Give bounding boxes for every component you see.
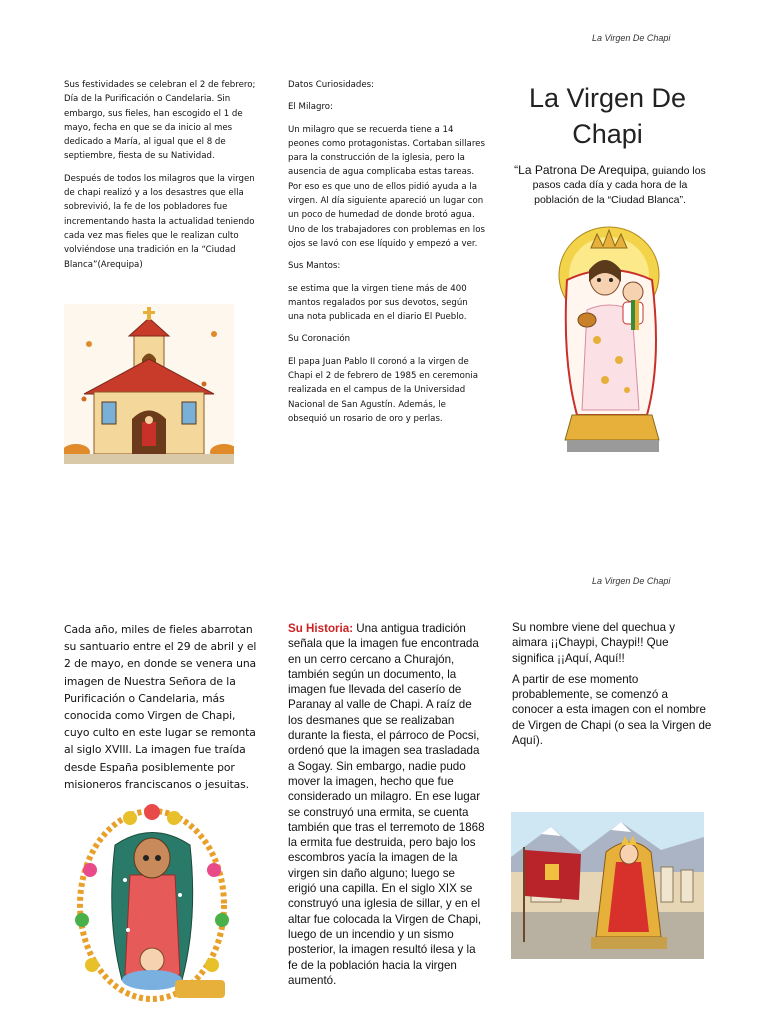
historia-label: Su Historia:: [288, 622, 354, 635]
subtitle-rest: , guiando los pasos cada día y cada hora de la población de la “Ciudad Blanca”.: [532, 165, 706, 206]
milagro-paragraph: Un milagro que se recuerda tiene a 14 peones como protagonistas. Cortaban sillares para la construcción de la iglesia, pero la ausencia de agua complicaba estas tareas. Por eso es que uno de ellos pidió ayuda a la virgen. Al día siguiente apareció un lugar con un poco de humedad de donde brotó agua. Uno de los trabajadores con problemas en los ojos se lavó con ese líquido y empezó a ver.: [288, 124, 485, 249]
milagro-heading: El Milagro:: [288, 102, 333, 113]
running-header: La Virgen De Chapi: [592, 33, 671, 43]
nombre-paragraph: Su nombre viene del quechua y aimara ¡¡Chaypi, Chaypi!! Que significa ¡¡Aquí, Aquí!!: [512, 621, 676, 665]
festividades-column: [64, 78, 262, 280]
running-header: La Virgen De Chapi: [592, 576, 671, 586]
curiosidades-heading: Datos Curiosidades:: [288, 80, 375, 90]
subtitle: [510, 163, 710, 207]
santuario-column: [64, 621, 262, 793]
curiosidades-column: [288, 78, 486, 434]
historia-text: Una antigua tradición señala que la imagen fue encontrada en un cerro cercano a Churajón, también según un documento, la imagen fue llevada del caserío de Paranay al valle de Chapi. A raíz de los desmanes que se realizaban durante la fiesta, el párroco de Pocsi, ordenó que la imagen sea trasladada a Sogay. Sin embargo, nadie pudo mover la imagen, hecho que fue considerado un milagro. En ese lugar se construyó una ermita, se cuenta también que tras el terremoto de 1868 la ermita fue destruida, pero bajo los escombros yacía la imagen de la virgen sin daño alguno; luego se erigió una capilla. En el siglo XIX se construyó una iglesia de sillar, y en el altar fue colocada la Virgen de Chapi, luego de un incendio y un sismo posterior, la imagen resultó ilesa y la fe de la población hacia la virgen aumentó.: [288, 622, 485, 987]
arequipa-scene-illustration: [511, 812, 704, 959]
santuario-paragraph: Cada año, miles de fieles abarrotan su santuario entre el 29 de abril y el 2 de mayo, en donde se venera una imagen de Nuestra Señora de la Purificación o Candelaria, más conocida como Virgen de Chapi, cuyo culto en este lugar se remonta al siglo XVIII. La imagen fue traída desde España posiblemente por misioneros franciscanos o jesuitas.: [64, 623, 257, 791]
mantos-paragraph: se estima que la virgen tiene más de 400 mantos regalados por sus devotos, según una nota publicada en el diario El Pueblo.: [288, 283, 468, 323]
coronacion-paragraph: El papa Juan Pablo II coronó a la virgen de Chapi el 2 de febrero de 1985 en ceremonia realizada en el campus de la Universidad Nacional de San Agustín. Además, le obsequió un rosario de oro y perlas.: [288, 356, 479, 424]
coronacion-heading: Su Coronación: [288, 334, 351, 345]
mantos-heading: Sus Mantos:: [288, 261, 341, 272]
partir-paragraph: A partir de ese momento probablemente, se comenzó a conocer a esta imagen con el nombre de Virgen de Chapi (o sea la Virgen de Aquí).: [512, 672, 712, 748]
historia-column: [288, 621, 486, 988]
virgin-guadalupe-illustration: [70, 800, 235, 1004]
milagros-paragraph: Después de todos los milagros que la virgen de chapi realizó y a los desastres que ella sobrevivió, la fe de los pobladores fue incrementando hasta la actualidad teniendo cada vez mas fieles que le realizan culto volviéndose una tradición en la “Ciudad Blanca”(Arequipa): [64, 173, 255, 270]
subtitle-lead: “La Patrona De Arequipa: [514, 163, 647, 177]
virgin-chapi-illustration: [547, 220, 682, 462]
historia-paragraph: [288, 621, 486, 988]
church-illustration: [64, 304, 234, 464]
page-title: La Virgen De Chapi: [528, 83, 687, 149]
nombre-column: [512, 620, 712, 754]
festividades-paragraph: Sus festividades se celebran el 2 de febrero; Día de la Purificación o Candelaria. Sin embargo, sus fieles, han escogido el 1 de mayo, fecha en que se da inicio al mes dedicado a María, al igual que el 8 de septiembre, fiesta de su Natividad.: [64, 80, 256, 162]
